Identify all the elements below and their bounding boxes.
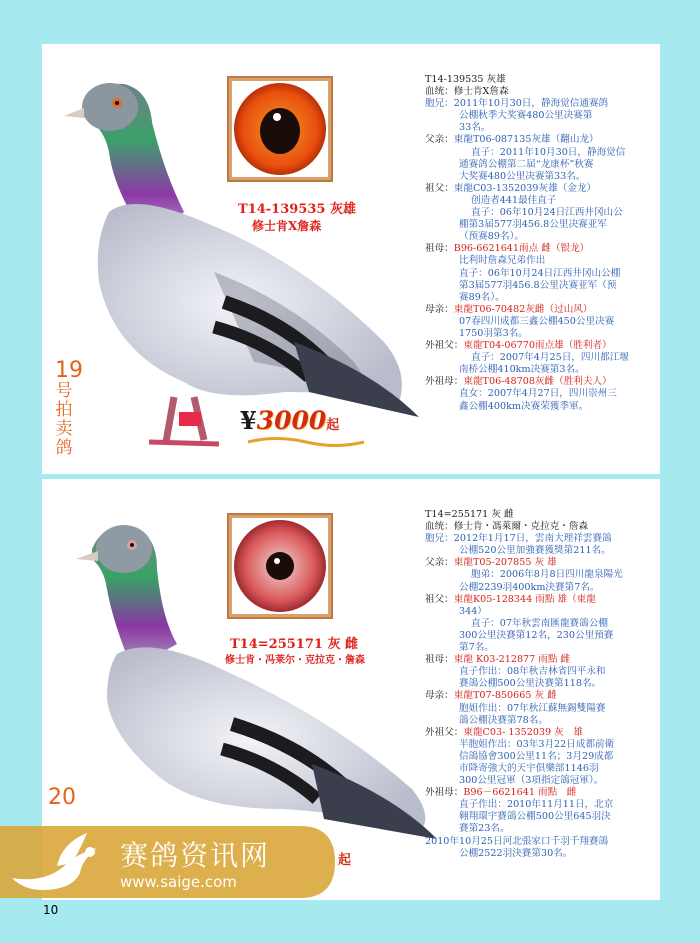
logo-site-name: 赛鸽资讯网 [120, 839, 271, 872]
logo-site-url: www.saige.com [120, 873, 237, 891]
lot-card-19 [42, 44, 660, 474]
eye-photo-orange [232, 81, 328, 177]
start-price: ¥3000起 [240, 406, 366, 449]
eye-photo-frame [227, 513, 333, 619]
eye-photo-frame [227, 76, 333, 182]
ring-number-label: T14=255171 灰 雌 [230, 637, 358, 652]
page-number: 10 [43, 903, 59, 917]
saige-logo-watermark [0, 826, 335, 898]
price-ornament [246, 435, 366, 449]
bloodline-label: 修士肯・冯莱尔・克拉克・詹森 [225, 655, 365, 666]
pedigree-text-20: T14=255171 灰 雌 血统：修士肯・馮萊爾・克拉克・詹森 胞兄：2012年1月17日，雲南大理祥雲賽鴿 公棚520公里加強賽獲獎第211名。 父亲：東龍T05-207855 灰 雄 胞弟：2006年8月8日四川龍泉陽光 公棚2239羽400km決賽第7名。 祖父：東龍K05-128344 雨點 雄（東龍 344） 直子：07年秋雲南匯龍賽鴿公棚 300公里決賽第12名，230公里預賽 第7名。 祖母：東龍 K03-212877 雨點 雌 直子作出：08年秋吉林省四平永和 賽鴿公棚500公里決賽第118名。 母亲：東龍T07-850665 灰 雌 胞姐作出：07年秋江蘇無錫雙陽賽 鴿公棚決賽第78名。 外祖父：東龍C03- 1352039 灰 雄 半胞姐作出：03年3月22日成都前衛 信鴿協會300公里11名；3月29成都 市降寄強大的天宇俱樂部1146羽 300公里冠軍（3項指定鴿冠軍）。 外祖母：B96－6621641 雨點 雌 直子作出：2010年11月11日，北京 翱翔環宇賽鴿公棚500公里645羽決 賽第23名。 2010年10月25日河北張家口千羽千翔賽鴿 公棚2522羽決賽第30名。 [425, 509, 623, 859]
eye-photo-pearl [232, 518, 328, 614]
lot-number-19: 19 号 拍 卖 鸽 [55, 358, 83, 458]
start-price-partial: 起 [338, 853, 352, 868]
pigeon-logo-icon [2, 828, 112, 898]
pedigree-text-19: T14-139535 灰雄 血统：修士肯X詹森 胞兄：2011年10月30日，静海觉信通赛鸽 公棚秋季大奖赛480公里决赛第 33名。 父亲：東龍T06-087135灰雄（翻山龙） 直子：2011年10月30日，静海觉信 通赛鸽公棚第二届“龙康杯”秋赛 大奖赛480公里决赛第33名。 祖父：東龍C03-1352039灰雄（金龙） 创造者441最佳直子 直子：06年10月24日江西井冈山公 棚第3届577羽456.8公里决赛亚军 （预赛89名）。 祖母：B96-6621641雨点 雌（银龙） 比利时詹森兄弟作出 直子：06年10月24日江西井冈山公棚 第3届577羽456.8公里决赛亚军（预 赛89名）。 母亲：東龍T06-70482灰雌（过山风） 07春四川成都三鑫公棚450公里决赛 1750羽第3名。 外祖父：東龍T04-06770雨点雄（胜利者） 直子：2007年4月25日，四川都江堰 南桥公棚410km决赛第3名。 外祖母：東龍T06-48708灰雌（胜利夫人） 直女：2007年4月27日，四川崇州三 鑫公棚400km决赛荣獲季軍。 [425, 74, 629, 412]
ring-number-label: T14-139535 灰雄 [238, 202, 356, 217]
lot-number-20: 20 [48, 785, 76, 810]
bloodline-label: 修士肯X詹森 [252, 219, 322, 233]
